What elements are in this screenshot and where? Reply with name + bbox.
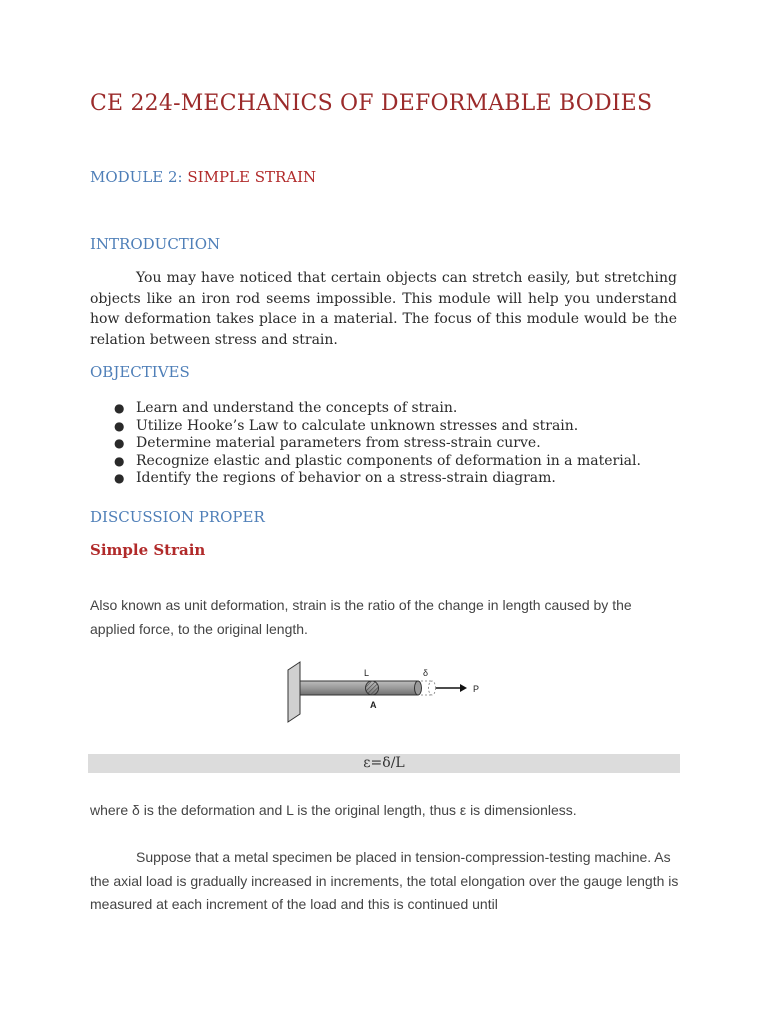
where-statement: where δ is the deformation and L is the original length, thus ε is dimensionless.: [90, 802, 577, 818]
simple-strain-subheading: Simple Strain: [90, 541, 206, 559]
bullet-icon: ●: [114, 418, 125, 433]
list-item: [90, 470, 677, 488]
continuation-text: Suppose that a metal specimen be placed in tension-compression-testing machine. As the axial load is gradually increased in increments, the total elongation over the gauge length is measured at each increment of the load and this is continued until: [90, 849, 679, 912]
label-area: A: [370, 700, 377, 710]
introduction-paragraph: [90, 268, 677, 350]
objective-text: Determine material parameters from stress-strain curve.: [136, 435, 541, 452]
deformed-end: [429, 681, 436, 695]
list-item: [90, 400, 677, 418]
objectives-list: [90, 400, 677, 488]
cross-section-hatch: [366, 681, 379, 695]
introduction-heading: INTRODUCTION: [90, 235, 221, 253]
bullet-icon: ●: [114, 471, 125, 486]
list-item: [90, 418, 677, 436]
bullet-icon: ●: [114, 453, 125, 468]
bullet-icon: ●: [114, 401, 125, 415]
document-title: CE 224-MECHANICS OF DEFORMABLE BODIES: [90, 91, 653, 116]
introduction-text: You may have noticed that certain objects can stretch easily, but stretching objects like an iron rod seems impossible. This module will help you understand how deformation takes place in a material. The focus of this module would be the relation between stress and strain.: [90, 270, 677, 348]
label-length: L: [364, 668, 370, 678]
list-item: [90, 453, 677, 471]
objective-text: Identify the regions of behavior on a stress-strain diagram.: [136, 470, 556, 487]
deformation-extension: [421, 681, 432, 695]
load-arrowhead-icon: [460, 684, 467, 692]
continuation-paragraph: [90, 846, 680, 917]
label-deformation: δ: [423, 668, 429, 678]
objectives-heading: OBJECTIVES: [90, 363, 190, 381]
rod-end: [415, 681, 422, 695]
strain-equation: ε=δ/L: [88, 754, 680, 773]
strain-definition: Also known as unit deformation, strain is the ratio of the change in length caused by the applied force, to the original length.: [90, 597, 632, 637]
list-item: [90, 435, 677, 453]
label-load: P: [473, 684, 480, 694]
module-heading: [90, 168, 316, 186]
bullet-icon: ●: [114, 436, 125, 451]
objective-text: Utilize Hooke’s Law to calculate unknown stresses and strain.: [136, 417, 579, 434]
objective-text: Learn and understand the concepts of strain.: [136, 400, 458, 416]
rod: [300, 681, 418, 695]
discussion-heading: DISCUSSION PROPER: [90, 508, 265, 526]
module-number: MODULE 2:: [90, 168, 183, 186]
bar-deformation-figure: [284, 658, 504, 724]
fixed-wall: [288, 662, 300, 722]
objective-text: Recognize elastic and plastic components of deformation in a material.: [136, 452, 641, 469]
module-name: SIMPLE STRAIN: [187, 168, 317, 186]
